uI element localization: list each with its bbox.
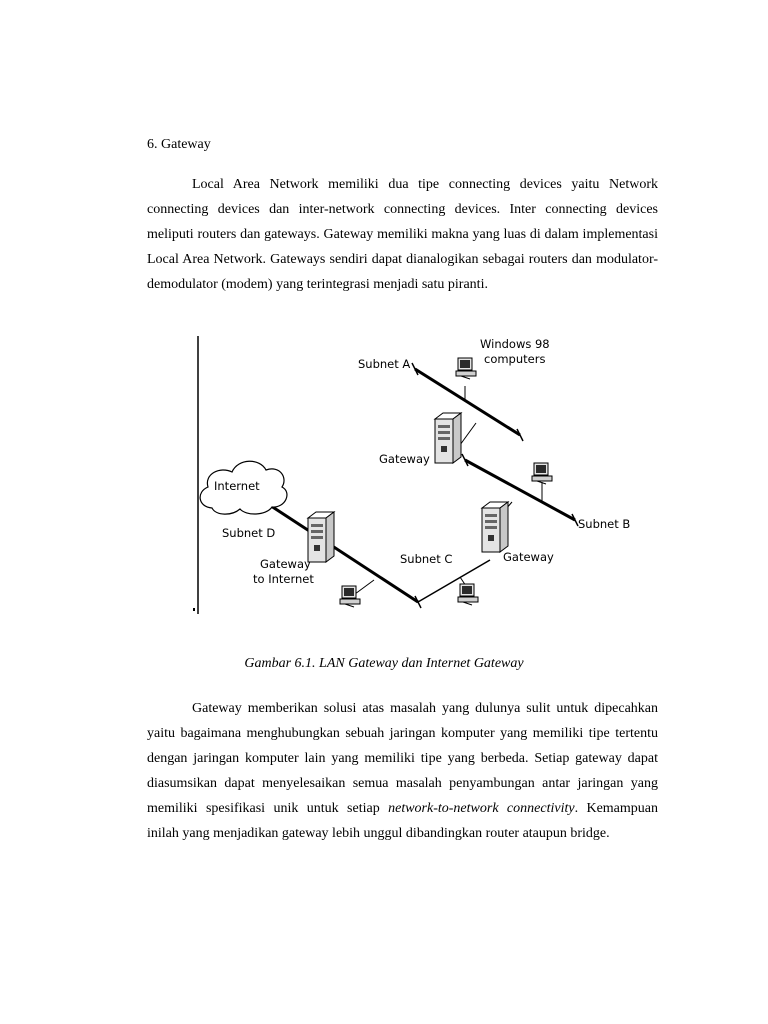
paragraph-gateway-text-end: . Kemampuan inilah yang menjadikan gateway lebih unggul dibandingkan router ataupun bridge. — [147, 801, 658, 841]
paragraph-gateway-text: Gateway memberikan solusi atas masalah yang dulunya sulit untuk dipecahkan yaitu bagaimana menghubungkan sebuah jaringan komputer yang memiliki tipe tertentu dengan jaringan komputer lain yang memiliki tipe yang berbeda. Setiap gateway dapat diasumsikan dapat menyelesaikan semua masalah penyambungan antar jaringan yang memiliki spesifikasi unik untuk setiap — [147, 701, 658, 816]
gateway-internet-label-line2: to Internet — [253, 572, 314, 586]
paragraph-intro — [147, 172, 658, 297]
gateway-internet-label-line1: Gateway — [260, 557, 311, 571]
subnet-a-pc-icon — [456, 358, 476, 379]
paragraph-gateway — [147, 696, 658, 846]
internet-label: Internet — [214, 479, 260, 493]
figure-caption: Gambar 6.1. LAN Gateway dan Internet Gateway — [244, 656, 524, 671]
section-heading: 6. Gateway — [147, 137, 211, 152]
subnet-a-label: Subnet A — [358, 357, 411, 371]
subnet-c-label: Subnet C — [400, 552, 453, 566]
windows-label-line2: computers — [484, 352, 546, 366]
paragraph-gateway-italic: network-to-network connectivity — [388, 801, 575, 816]
stray-dot — [193, 608, 195, 611]
subnet-c-d-line — [268, 504, 490, 608]
internet-gateway-server-icon — [308, 512, 334, 562]
gateway-ab-server-icon — [435, 413, 461, 463]
gateway-bc-label: Gateway — [503, 550, 554, 564]
paragraph-intro-text: Local Area Network memiliki dua tipe connecting devices yaitu Network connecting devices dan inter-network connecting devices. Inter connecting devices meliputi routers dan gateways. Gateway memiliki makna yang luas di dalam implementasi Local Area Network. Gateways sendiri dapat dianalogikan sebagai routers dan modulator-demodulator (modem) yang terintegrasi menjadi satu piranti. — [147, 177, 658, 292]
subnet-b-label: Subnet B — [578, 517, 631, 531]
subnet-b-line — [462, 454, 578, 526]
gateway-ab-label: Gateway — [379, 452, 430, 466]
subnet-c-pc-icon — [458, 584, 478, 605]
network-diagram — [190, 332, 640, 624]
subnet-d-pc-icon — [340, 586, 360, 607]
windows-label-line1: Windows 98 — [480, 337, 550, 351]
subnet-d-label: Subnet D — [222, 526, 276, 540]
subnet-b-pc-icon — [532, 463, 552, 484]
gateway-bc-server-icon — [482, 502, 508, 552]
